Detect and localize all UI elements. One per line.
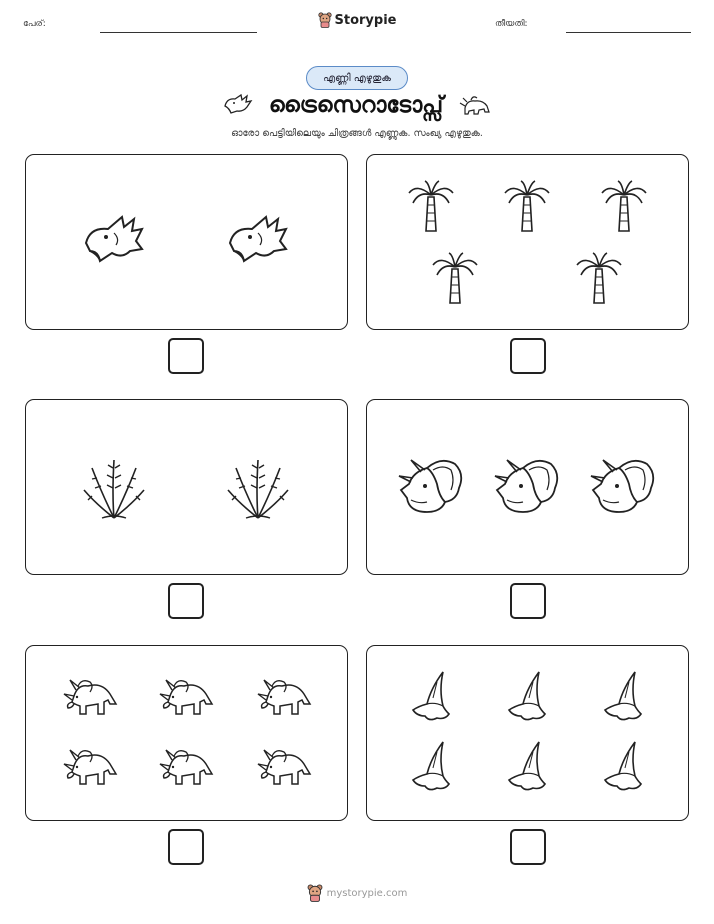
footer	[0, 884, 714, 902]
horn-icon	[409, 740, 453, 794]
date-line[interactable]	[566, 32, 691, 33]
count-card-4	[366, 399, 689, 575]
answer-box-5[interactable]	[168, 829, 204, 865]
activity-badge: എണ്ണി എഴുതുക	[306, 66, 408, 90]
count-card-2	[366, 154, 689, 330]
palm-tree-icon	[503, 179, 551, 233]
instruction-text: ഓരോ പെട്ടിയിലെയും ചിത്രങ്ങൾ എണ്ണുക. സംഖ്യ എഴുതുക.	[231, 128, 483, 139]
horn-icon	[601, 740, 645, 794]
name-label: പേര്:	[23, 19, 46, 29]
brand-name: Storypie	[334, 12, 397, 28]
triceratops-icon	[254, 744, 312, 790]
dinosaur-head-icon	[221, 92, 253, 118]
horn-icon	[505, 670, 549, 724]
worksheet-title: ട്രൈസെറാടോപ്സ്	[268, 92, 444, 118]
palm-tree-icon	[575, 251, 623, 305]
bear-mascot-icon	[318, 12, 332, 28]
bear-mascot-icon	[307, 884, 323, 902]
answer-box-1[interactable]	[168, 338, 204, 374]
fern-plant-icon	[82, 454, 146, 522]
triceratops-icon	[156, 744, 214, 790]
horn-icon	[409, 670, 453, 724]
name-line[interactable]	[100, 32, 257, 33]
triceratops-icon	[459, 92, 493, 118]
date-label: തീയതി:	[495, 19, 528, 29]
horn-icon	[505, 740, 549, 794]
triceratops-icon	[60, 744, 118, 790]
brand-logo	[0, 12, 714, 28]
horn-icon	[601, 670, 645, 724]
triceratops-icon	[60, 674, 118, 720]
count-card-1	[25, 154, 348, 330]
answer-box-3[interactable]	[168, 583, 204, 619]
triceratops-head-icon	[589, 456, 657, 518]
triceratops-icon	[254, 674, 312, 720]
footer-url[interactable]: mystorypie.com	[326, 887, 408, 899]
palm-tree-icon	[407, 179, 455, 233]
triceratops-head-icon	[397, 456, 465, 518]
count-card-3	[25, 399, 348, 575]
palm-tree-icon	[600, 179, 648, 233]
triceratops-head-icon	[493, 456, 561, 518]
title-row	[0, 92, 714, 118]
fern-plant-icon	[226, 454, 290, 522]
answer-box-6[interactable]	[510, 829, 546, 865]
count-card-5	[25, 645, 348, 821]
answer-box-2[interactable]	[510, 338, 546, 374]
count-card-6	[366, 645, 689, 821]
dinosaur-head-icon	[82, 213, 146, 271]
answer-box-4[interactable]	[510, 583, 546, 619]
dinosaur-head-icon	[226, 213, 290, 271]
triceratops-icon	[156, 674, 214, 720]
palm-tree-icon	[431, 251, 479, 305]
